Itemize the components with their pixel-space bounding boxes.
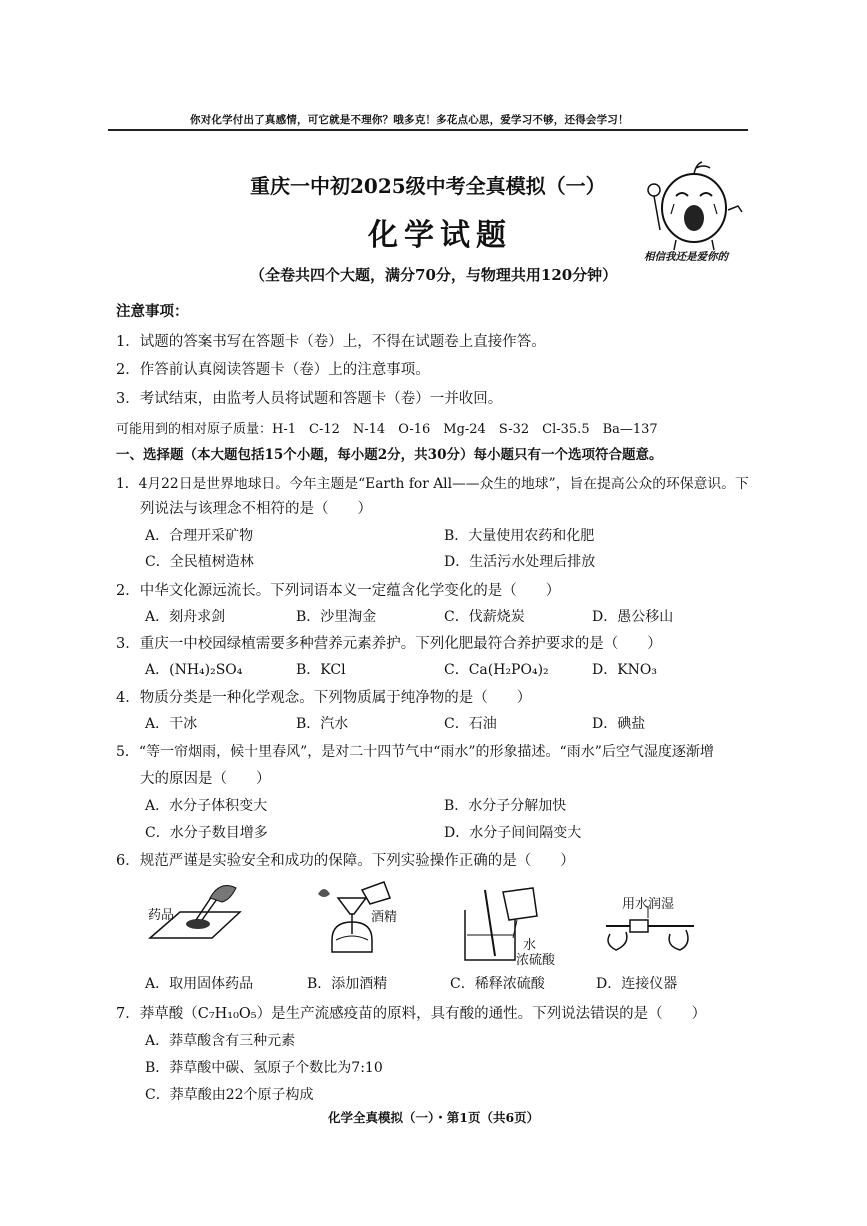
atomic-masses: 可能用到的相对原子质量：H-1 C-12 N-14 O-16 Mg-24 S-32 Cl-35.5 Ba—137: [116, 422, 658, 437]
option-c[interactable]: C．石油: [444, 716, 497, 732]
option-b[interactable]: B．水分子分解加快: [444, 798, 567, 814]
notes-heading: 注意事项：: [116, 303, 189, 320]
option-b[interactable]: B．添加酒精: [307, 976, 388, 992]
option-d[interactable]: D．KNO₃: [592, 662, 658, 678]
question-5-stem: 5．“等一帘烟雨，候十里春风”，是对二十四节气中“雨水”的形象描述。“雨水”后空气湿度逐渐增: [116, 744, 714, 760]
option-d[interactable]: D．生活污水处理后排放: [444, 554, 596, 570]
question-7-stem: 7．莽草酸（C₇H₁₀O₅）是生产流感疫苗的原料，具有酸的通性。下列说法错误的是（ ）: [116, 1006, 707, 1022]
exam-title: 重庆一中初2025级中考全真模拟（一）: [250, 174, 606, 198]
option-a[interactable]: A．干冰: [145, 716, 198, 732]
water-label: 水: [523, 938, 537, 953]
option-a[interactable]: A．水分子体积变大: [145, 798, 268, 814]
option-c[interactable]: C．莽草酸由22个原子构成: [145, 1087, 314, 1103]
option-c[interactable]: C．全民植树造林: [145, 554, 254, 570]
exam-subtitle: （全卷共四个大题，满分70分，与物理共用120分钟）: [250, 266, 618, 284]
option-a[interactable]: A．合理开采矿物: [145, 528, 254, 544]
sticker-face-icon: [636, 160, 756, 250]
option-c[interactable]: C．伐薪烧炭: [444, 609, 525, 625]
option-c[interactable]: C．水分子数目增多: [145, 825, 268, 841]
wet-label: 用水润湿: [622, 897, 675, 912]
option-d[interactable]: D．水分子间间隔变大: [444, 825, 582, 841]
option-a[interactable]: A．取用固体药品: [145, 976, 254, 992]
option-b[interactable]: B．大量使用农药和化肥: [444, 528, 595, 544]
page-footer: 化学全真模拟（一）・第1页（共6页）: [328, 1110, 540, 1125]
top-banner: 你对化学付出了真感情，可它就是不理你？哦多克！多花点心思，爱学习不够，还得会学习！: [190, 114, 629, 126]
note-item: 1．试题的答案书写在答题卡（卷）上，不得在试题卷上直接作答。: [116, 334, 546, 350]
option-b[interactable]: B．汽水: [296, 716, 349, 732]
question-1-stem-cont: 列说法与该理念不相符的是（ ）: [140, 501, 372, 517]
option-b[interactable]: B．莽草酸中碳、氢原子个数比为7:10: [145, 1060, 383, 1076]
drug-label: 药品: [148, 908, 175, 923]
question-3-stem: 3．重庆一中校园绿植需要多种营养元素养护。下列化肥最符合养护要求的是（ ）: [116, 636, 662, 652]
option-d[interactable]: D．愚公移山: [592, 609, 674, 625]
question-5-stem-cont: 大的原因是（ ）: [140, 771, 271, 787]
question-6-stem: 6．规范严谨是实验安全和成功的保障。下列实验操作正确的是（ ）: [116, 853, 575, 869]
option-b[interactable]: B．沙里淘金: [296, 609, 377, 625]
note-item: 3．考试结束，由监考人员将试题和答题卡（卷）一并收回。: [116, 391, 503, 407]
option-d[interactable]: D．连接仪器: [596, 976, 678, 992]
question-4-stem: 4．物质分类是一种化学观念。下列物质属于纯净物的是（ ）: [116, 690, 532, 706]
question-2-stem: 2．中华文化源远流长。下列词语本义一定蕴含化学变化的是（ ）: [116, 583, 561, 599]
option-c[interactable]: C．Ca(H₂PO₄)₂: [444, 662, 549, 678]
option-a[interactable]: A．刻舟求剑: [145, 609, 226, 625]
section-heading: 一、选择题（本大题包括15个小题，每小题2分，共30分）每小题只有一个选项符合题意。: [116, 447, 663, 463]
option-b[interactable]: B．KCl: [296, 662, 346, 678]
option-a[interactable]: A．(NH₄)₂SO₄: [145, 662, 243, 678]
sticker-caption: 相信我还是爱你的: [644, 251, 728, 263]
question-1-stem: 1．4月22日是世界地球日。今年主题是“Earth for All——众生的地球”，旨在提高公众的环保意识。下: [116, 476, 749, 492]
option-c[interactable]: C．稀释浓硫酸: [450, 976, 545, 992]
alcohol-label: 酒精: [371, 910, 398, 925]
note-item: 2．作答前认真阅读答题卡（卷）上的注意事项。: [116, 362, 430, 378]
subject-title: 化学试题: [368, 218, 512, 253]
header-divider: [108, 129, 748, 131]
option-a[interactable]: A．莽草酸含有三种元素: [145, 1033, 296, 1049]
option-d[interactable]: D．碘盐: [592, 716, 646, 732]
acid-label: 浓硫酸: [516, 953, 556, 968]
